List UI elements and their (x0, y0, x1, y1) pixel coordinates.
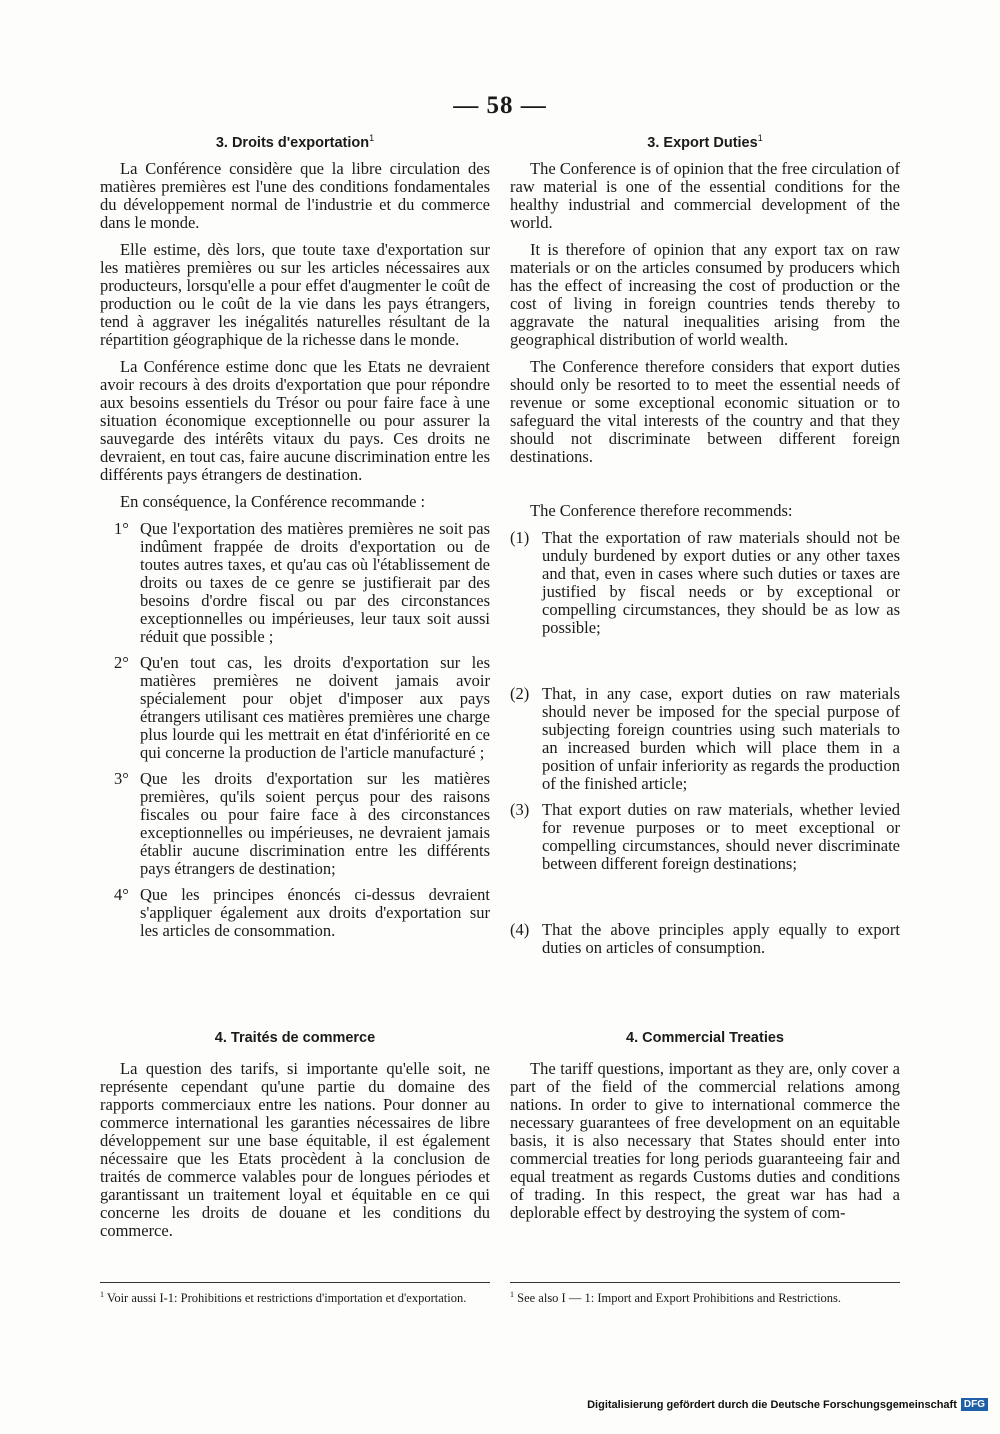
en-section-3-title: 3. Export Duties$^1$ (647, 133, 763, 151)
en-footnote: $^1$ See also I — 1: Import and Export Prohibitions and Restrictions. (510, 1282, 900, 1306)
dfg-logo: DFG (961, 1398, 988, 1411)
fr-recommendation-item: 1° Que l'exportation des matières premières ne soit pas indûment frappée de droits d'exportation ou de toutes autres taxes, et qu'au cas où l'établissement de droits ou taxes de ce genre se justifierait par des besoins d'ordre fiscal ou par des circonstances exceptionnelles ou impérieuses, leur taux soit aussi réduit que possible ; (114, 519, 490, 646)
en-recommendation-item: (3) That export duties on raw materials, whether levied for revenue purposes or to meet exceptional or compelling circumstances, should never discriminate between different foreign destinations; (510, 800, 900, 873)
fr-paragraph: En conséquence, la Conférence recommande : (120, 492, 426, 511)
en-paragraph: It is therefore of opinion that any export tax on raw materials or on the articles consumed by producers which has the effect of increasing the cost of production or the cost of living in foreign countries tends thereby to aggravate the natural inequalities arising from the geographical distribution of world wealth. (510, 240, 900, 349)
en-paragraph: The tariff questions, important as they are, only cover a part of the field of the commercial relations among nations. In order to give to international commerce the necessary guarantees of free development on an equitable basis, it is also necessary that States should enter into commercial treaties for long periods guaranteeing fair and equal treatment as regards Customs duties and conditions of trading. In this respect, the great war has had a deplorable effect by destroying the system of com- (510, 1059, 900, 1222)
fr-recommendation-item: 2° Qu'en tout cas, les droits d'exportation sur les matières premières ne doivent jamais avoir spécialement pour objet d'imposer aux pays étrangers utilisant ces matières premières une charge plus lourde qui les mettrait en état d'infériorité en ce qui concerne la production de l'article manufacturé ; (114, 653, 490, 762)
fr-section-4-title: 4. Traités de commerce (214, 1030, 376, 1046)
en-section-4-title: 4. Commercial Treaties (626, 1030, 784, 1046)
page-number: — 58 — (453, 92, 547, 119)
en-recommendation-item: (4) That the above principles apply equally to export duties on articles of consumption. (510, 920, 900, 957)
fr-paragraph: La question des tarifs, si importante qu'elle soit, ne représente cependant qu'une partie du domaine des rapports commerciaux entre les nations. Pour donner au commerce international les garanties nécessaires de libre développement sur une base équitable, il est également nécessaire que les Etats procèdent à la conclusion de traités de commerce valables pour de longues périodes et garantissant un traitement loyal et équitable en ce qui concerne les droits de douane et les conditions du commerce. (100, 1059, 490, 1240)
fr-footnote: $^1$ Voir aussi I-1: Prohibitions et restrictions d'importation et d'exportation. (100, 1282, 490, 1306)
en-recommendation-item: (1) That the exportation of raw materials should not be unduly burdened by export duties or any other taxes and that, even in cases where such duties or taxes are justified by fiscal needs or by exceptional or compelling circumstances, they should be as low as possible; (510, 528, 900, 637)
fr-section-4 (100, 1030, 490, 1249)
en-paragraph: The Conference is of opinion that the free circulation of raw material is one of the essential conditions for the healthy industrial and commercial development of the world. (510, 159, 900, 232)
en-section-3 (510, 130, 900, 965)
digitization-credit (587, 1398, 988, 1411)
en-paragraph: The Conference therefore considers that export duties should only be resorted to to meet the essential needs of revenue or some exceptional economic situation or to safeguard the vital interests of the country and that they should not discriminate between different foreign destinations. (510, 357, 900, 466)
fr-recommendation-item: 3° Que les droits d'exportation sur les matières premières, qu'ils soient perçus pour des raisons fiscales ou pour faire face à des circonstances exceptionnelles ou impérieuses, ne devraient jamais établir aucune discrimination entre les différents pays étrangers de destination; (114, 769, 490, 878)
fr-paragraph: La Conférence considère que la libre circulation des matières premières est l'une des conditions fondamentales du développement normal de l'industrie et du commerce dans le monde. (100, 159, 490, 232)
fr-section-3 (100, 130, 490, 948)
credit-text: Digitalisierung gefördert durch die Deutsche Forschungsgemeinschaft (587, 1398, 957, 1411)
fr-paragraph: Elle estime, dès lors, que toute taxe d'exportation sur les matières premières ou sur les articles nécessaires aux producteurs, lorsqu'elle a pour effet d'augmenter le coût de production ou le coût de la vie dans les pays étrangers, tend à aggraver les inégalités naturelles résultant de la répartition géographique de la richesse dans le monde. (100, 240, 490, 349)
fr-recommendation-item: 4° Que les principes énoncés ci-dessus devraient s'appliquer également aux droits d'exportation sur les articles de consommation. (114, 885, 490, 940)
en-section-4 (510, 1030, 900, 1231)
en-paragraph: The Conference therefore recommends: (530, 501, 793, 520)
fr-paragraph: La Conférence estime donc que les Etats ne devraient avoir recours à des droits d'exportation que pour répondre aux besoins essentiels du Trésor ou pour faire face à une situation économique exceptionnelle ou pour assurer la sauvegarde des intérêts vitaux du pays. Ces droits ne devraient, en tout cas, faire aucune discrimination entre les différents pays étrangers de destination. (100, 357, 490, 484)
fr-section-3-title: 3. Droits d'exportation$^1$ (215, 133, 375, 151)
en-recommendation-item: (2) That, in any case, export duties on raw materials should never be imposed for the special purpose of subjecting foreign countries using such materials to an increased burden which will place them in a position of unfair inferiority as regards the production of the finished article; (510, 684, 900, 793)
